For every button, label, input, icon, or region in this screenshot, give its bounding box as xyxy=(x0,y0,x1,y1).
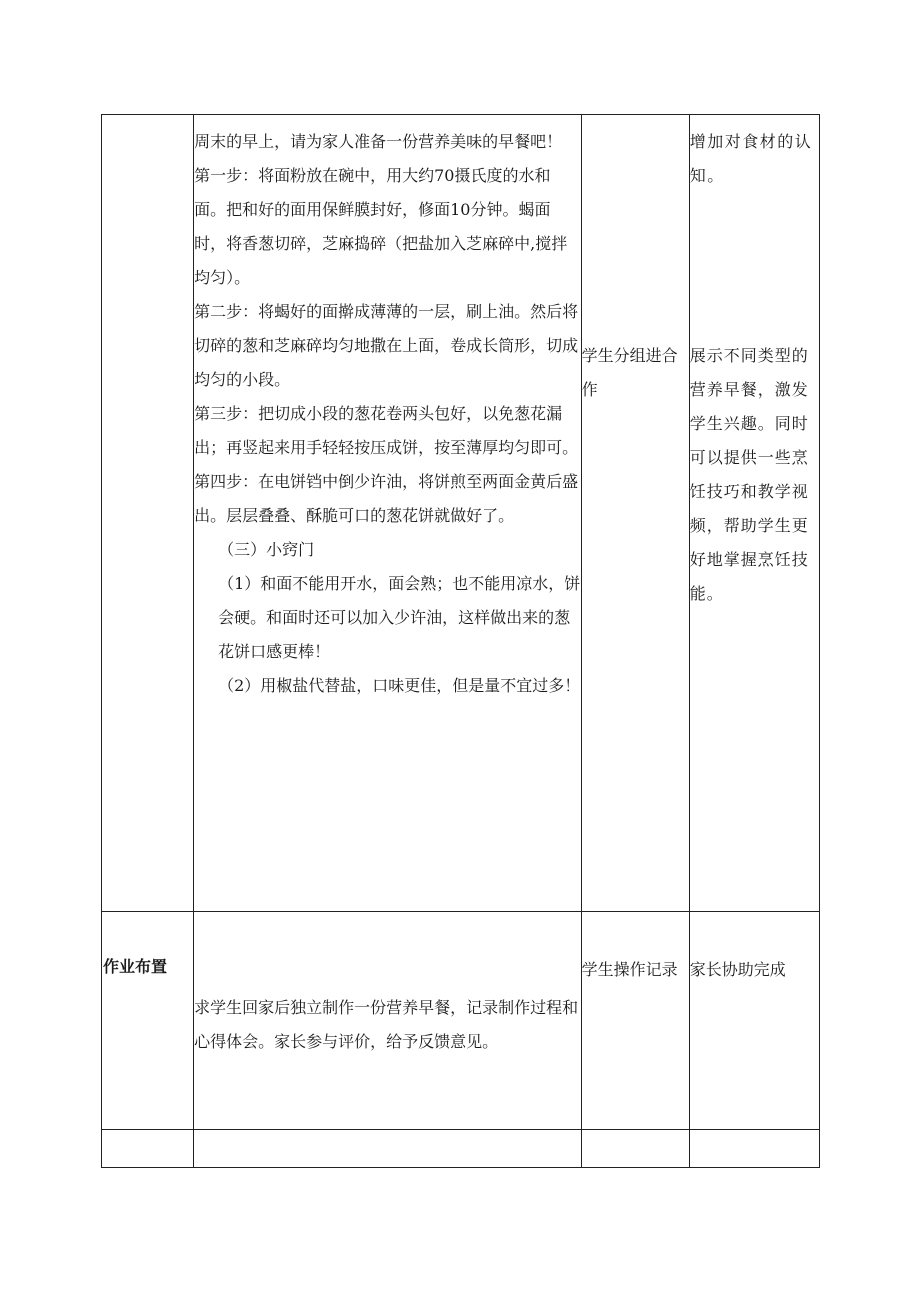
design-intent-2: 展示不同类型的营养早餐，激发学生兴趣。同时可以提供一些烹饪技巧和教学视频，帮助学生更好地掌握烹饪技能。 xyxy=(689,346,809,603)
student-activity-text: 学生分组进合作 xyxy=(581,346,678,399)
step-3: 第三步：把切成小段的葱花卷两头包好，以免葱花漏出；再竖起来用手轻轻按压成饼，按至薄厚均匀即可。 xyxy=(194,404,579,457)
table-row-empty xyxy=(102,1130,820,1168)
tip-2: （2）用椒盐代替盐，口味更佳，但是量不宜过多！ xyxy=(218,676,581,695)
tip-1: （1）和面不能用开水，面会熟；也不能用凉水，饼会硬。和面时还可以加入少许油，这样做出来的葱花饼口感更棒！ xyxy=(218,574,581,661)
homework-activity-cell xyxy=(581,912,689,1130)
homework-design-intent: 家长协助完成 xyxy=(689,960,786,979)
intro-line: 周末的早上，请为家人准备一份营养美味的早餐吧！ xyxy=(194,132,563,151)
table-row-homework xyxy=(102,912,820,1130)
homework-content: 求学生回家后独立制作一份营养早餐，记录制作过程和心得体会。家长参与评价，给予反馈意见。 xyxy=(194,998,579,1051)
table-row-cooking xyxy=(102,115,820,912)
step-1: 第一步：将面粉放在碗中，用大约70摄氏度的水和面。把和好的面用保鲜膜封好，修面10分钟。蝎面时，将香葱切碎，芝麻捣碎（把盐加入芝麻碎中,搅拌均匀）。 xyxy=(194,166,568,287)
step-4: 第四步：在电饼铛中倒少许油，将饼煎至两面金黄后盛出。层层叠叠、酥脆可口的葱花饼就做好了。 xyxy=(194,472,579,525)
homework-intent-cell xyxy=(689,912,819,1130)
homework-label: 作业布置 xyxy=(103,957,168,976)
tips-title: （三）小窍门 xyxy=(218,540,315,559)
content-cell-cooking xyxy=(194,115,582,912)
empty-cell xyxy=(194,1130,582,1168)
homework-student-activity: 学生操作记录 xyxy=(581,960,678,979)
empty-cell xyxy=(689,1130,819,1168)
empty-cell xyxy=(581,1130,689,1168)
cooking-steps xyxy=(194,125,581,703)
step-2: 第二步：将蝎好的面擀成薄薄的一层，刷上油。然后将切碎的葱和芝麻碎均匀地撒在上面，卷成长筒形，切成均匀的小段。 xyxy=(194,302,579,389)
empty-cell xyxy=(102,1130,194,1168)
homework-content-cell xyxy=(194,912,582,1130)
homework-label-cell xyxy=(102,912,194,1130)
student-activity-cell xyxy=(581,115,689,912)
design-intent-1: 增加对食材的认知。 xyxy=(689,132,813,185)
lesson-plan-table xyxy=(101,114,820,1168)
design-intent-cell xyxy=(689,115,819,912)
stage-cell-empty xyxy=(102,115,194,912)
